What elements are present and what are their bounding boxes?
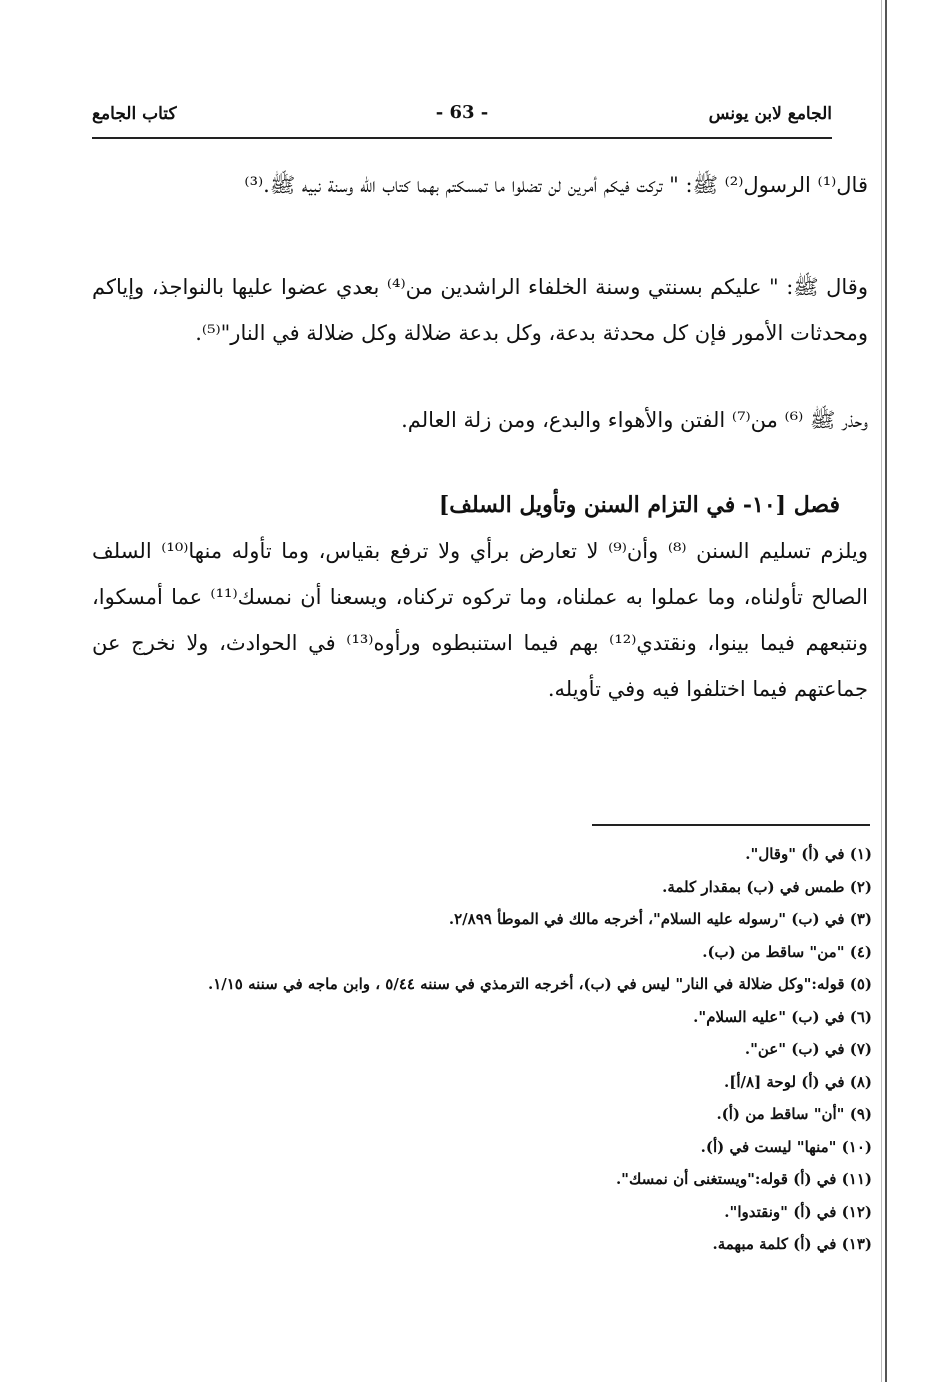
footnote-divider [592, 824, 870, 826]
paragraph-1: قال⁽¹⁾ الرسول⁽²⁾ ﷺ: " تركت فيكم أمرين لن تضلوا ما تمسكتم بهما كتاب الله وسنة نبيه ﷺ.⁽³⁾ [244, 173, 868, 197]
section-paragraph: ويلزم تسليم السنن ⁽⁸⁾ وأن⁽⁹⁾ لا تعارض برأي ولا ترفع بقياس، وما تأوله منها⁽¹⁰⁾ السلف الصالح تأولناه، وما عملوا به عملناه، وما تركوه تركناه، ويسعنا أن نمسك⁽¹¹⁾ عما أمسكوا، ونتبعهم فيما بينوا، ونقتدي⁽¹²⁾ بهم فيما استنبطوه ورأوه⁽¹³⁾ في الحوادث، ولا نخرج عن جماعتهم فيما اختلفوا فيه وفي تأويله. [92, 539, 868, 701]
footnote-13: (١٣) في (أ) كلمة مبهمة. [712, 1235, 872, 1253]
footnote-12: (١٢) في (أ) "ونقتدوا". [724, 1202, 872, 1221]
footnotes-list [140, 840, 872, 1263]
footnote-3: (٣) في (ب) "رسوله عليه السلام"، أخرجه مالك في الموطأ ٢/٨٩٩. [448, 910, 872, 928]
page-edge-line [881, 0, 882, 1382]
page-header [92, 98, 832, 138]
page-binding-edge [885, 0, 887, 1382]
footnote-1: (١) في (أ) "وقال". [745, 845, 872, 863]
header-divider [92, 137, 832, 139]
footnote-11: (١١) في (أ) قوله:"ويستغنى أن نمسك". [615, 1170, 872, 1188]
section-heading: فصل [١٠- في التزام السنن وتأويل السلف] [438, 492, 840, 518]
footnote-6: (٦) في (ب) "عليه السلام". [693, 1007, 872, 1026]
page-number: - 63 - [435, 102, 489, 123]
footnote-7: (٧) في (ب) "عن". [744, 1040, 872, 1058]
footnote-9: (٩) "أن" ساقط من (أ). [716, 1105, 872, 1123]
footnote-2: (٢) طمس في (ب) بمقدار كلمة. [662, 877, 872, 896]
footnote-5: (٥) قوله:"وكل ضلالة في النار" ليس في (ب)، أخرجه الترمذي في سننه ٥/٤٤ ، وابن ماجه في سننه ١/١٥. [207, 975, 872, 993]
header-book-title: الجامع لابن يونس [708, 104, 832, 124]
paragraph-2: وقال ﷺ: " عليكم بسنتي وسنة الخلفاء الراشدين من⁽⁴⁾ بعدي عضوا عليها بالنواجذ، وإياكم ومحدثات الأمور فإن كل محدثة بدعة، وكل بدعة ضلالة وكل ضلالة في النار"⁽⁵⁾. [92, 275, 868, 345]
paragraph-3: وحذر ﷺ ⁽⁶⁾ من⁽⁷⁾ الفتن والأهواء والبدع، ومن زلة العالم. [401, 408, 868, 432]
header-chapter-title: كتاب الجامع [92, 104, 177, 124]
footnote-10: (١٠) "منها" ليست في (أ). [700, 1137, 872, 1156]
footnote-8: (٨) في (أ) لوحة [٨/أ]. [724, 1072, 872, 1091]
footnote-4: (٤) "من" ساقط من (ب). [702, 942, 872, 961]
